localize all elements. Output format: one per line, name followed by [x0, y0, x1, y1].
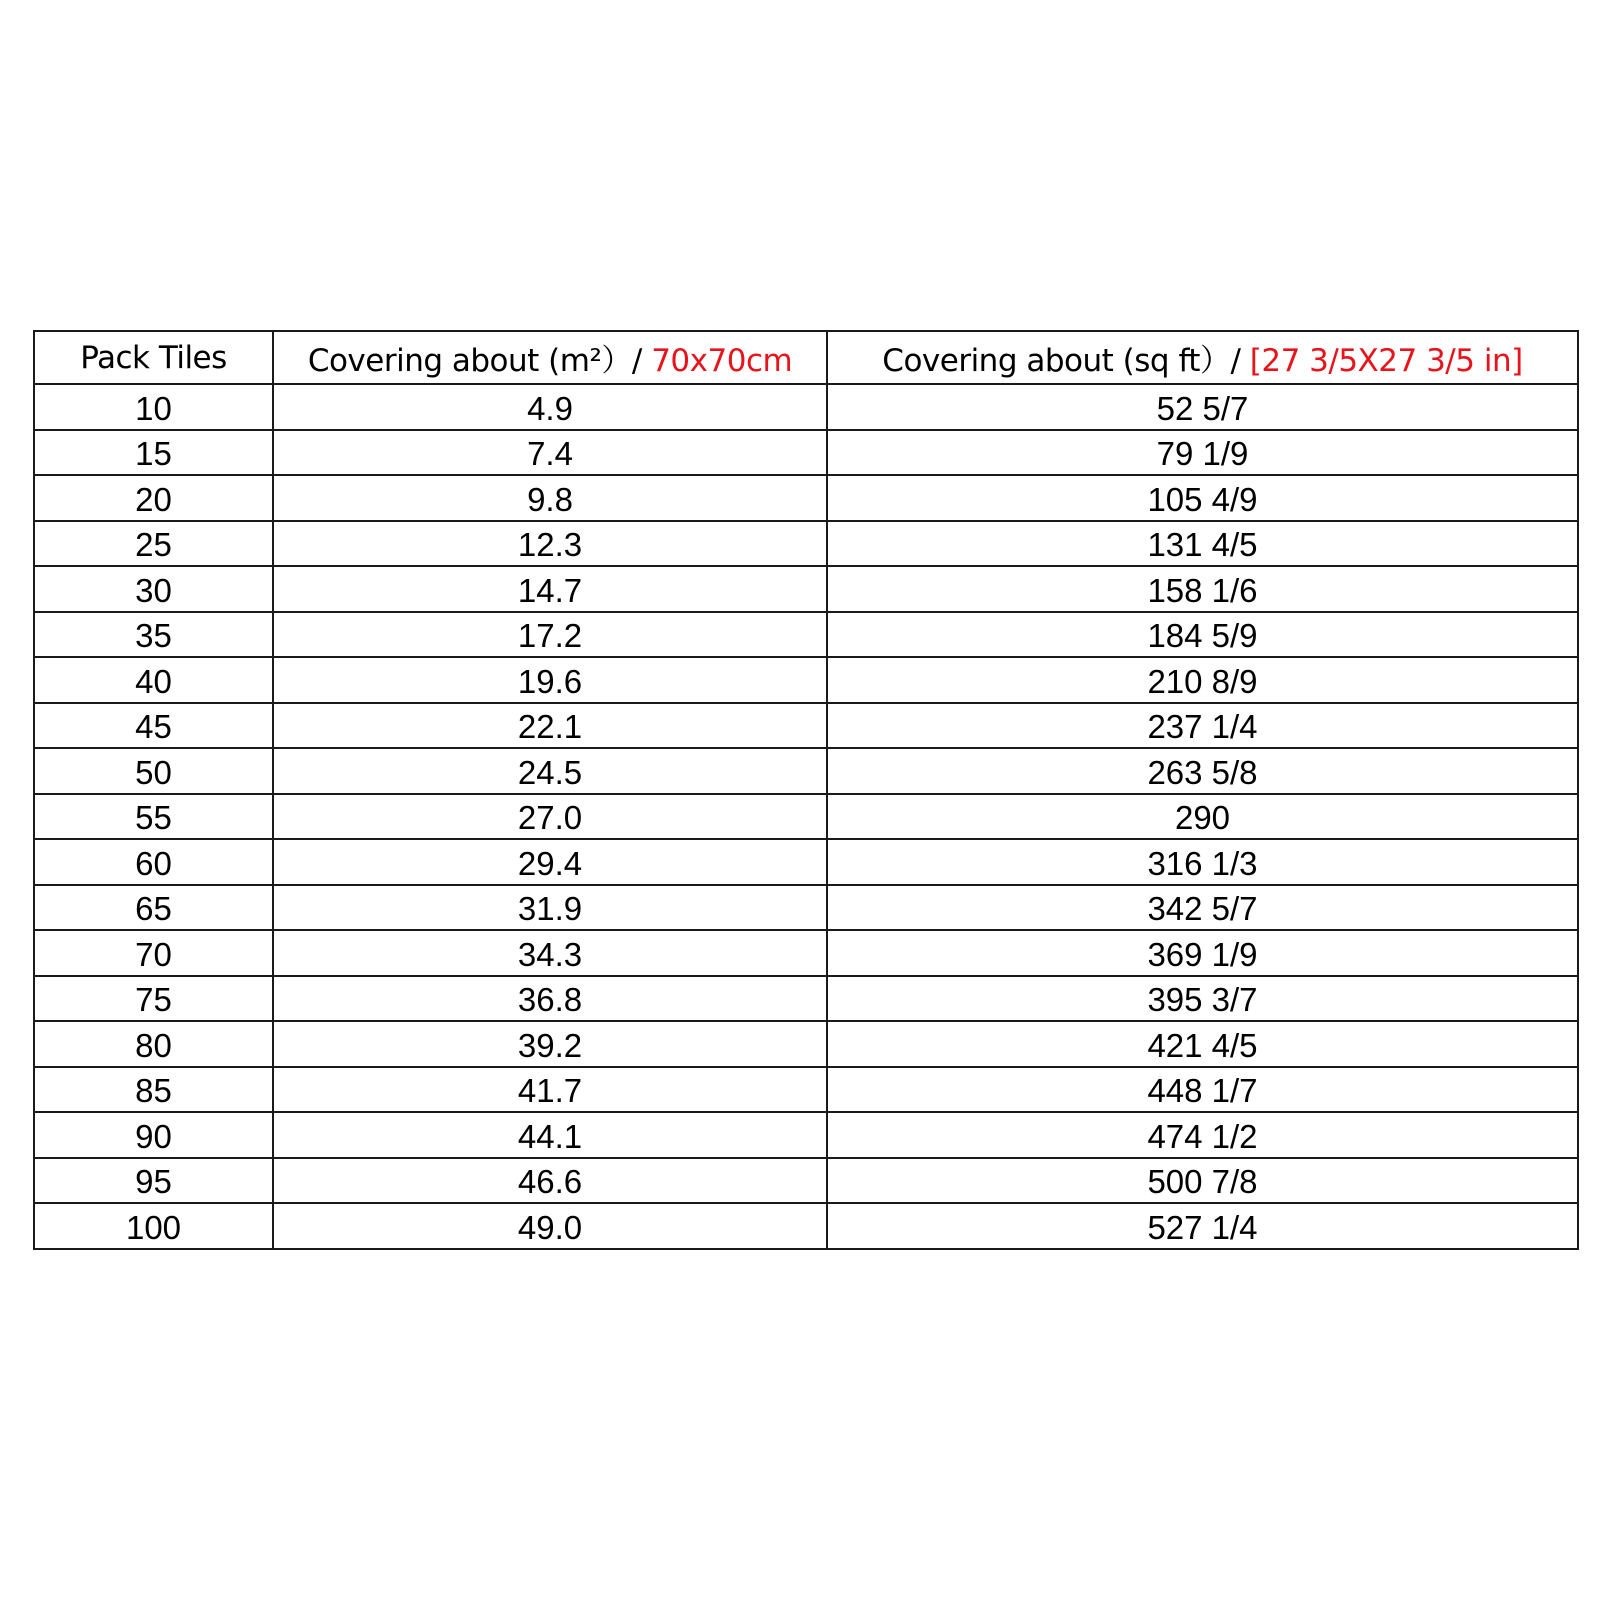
table-row — [34, 521, 1578, 567]
pack-tiles-cell: 35 — [34, 612, 273, 658]
table-row — [34, 930, 1578, 976]
header-row — [34, 331, 1578, 384]
covering-m2-cell: 27.0 — [273, 794, 827, 840]
covering-sqft-cell: 395 3/7 — [827, 976, 1578, 1022]
pack-tiles-cell: 20 — [34, 475, 273, 521]
pack-tiles-cell: 30 — [34, 566, 273, 612]
pack-tiles-cell: 10 — [34, 384, 273, 430]
table-row — [34, 475, 1578, 521]
covering-m2-cell: 31.9 — [273, 885, 827, 931]
covering-sqft-cell: 184 5/9 — [827, 612, 1578, 658]
covering-sqft-cell: 421 4/5 — [827, 1021, 1578, 1067]
pack-tiles-cell: 45 — [34, 703, 273, 749]
pack-tiles-cell: 25 — [34, 521, 273, 567]
header-pack-tiles-label: Pack Tiles — [80, 339, 227, 376]
pack-tiles-cell: 15 — [34, 430, 273, 476]
table-row — [34, 657, 1578, 703]
table-row — [34, 384, 1578, 430]
table-row — [34, 976, 1578, 1022]
table-row — [34, 794, 1578, 840]
table-row — [34, 839, 1578, 885]
table-row — [34, 566, 1578, 612]
header-covering-sqft-size: [27 3/5X27 3/5 in] — [1249, 343, 1523, 379]
covering-m2-cell: 29.4 — [273, 839, 827, 885]
covering-m2-cell: 22.1 — [273, 703, 827, 749]
covering-sqft-cell: 500 7/8 — [827, 1158, 1578, 1204]
pack-tiles-cell: 95 — [34, 1158, 273, 1204]
table-header — [34, 331, 1578, 384]
covering-sqft-cell: 316 1/3 — [827, 839, 1578, 885]
covering-sqft-cell: 263 5/8 — [827, 748, 1578, 794]
covering-sqft-cell: 237 1/4 — [827, 703, 1578, 749]
covering-sqft-cell: 474 1/2 — [827, 1112, 1578, 1158]
covering-m2-cell: 34.3 — [273, 930, 827, 976]
table-row — [34, 1203, 1578, 1249]
covering-sqft-cell: 158 1/6 — [827, 566, 1578, 612]
header-covering-m2-label: Covering about (m²）/ — [307, 343, 652, 379]
table-row — [34, 612, 1578, 658]
coverage-table — [33, 330, 1579, 1250]
table-row — [34, 1112, 1578, 1158]
covering-m2-cell: 49.0 — [273, 1203, 827, 1249]
covering-sqft-cell: 79 1/9 — [827, 430, 1578, 476]
covering-sqft-cell: 448 1/7 — [827, 1067, 1578, 1113]
covering-m2-cell: 9.8 — [273, 475, 827, 521]
covering-sqft-cell: 131 4/5 — [827, 521, 1578, 567]
header-pack-tiles — [34, 331, 273, 384]
pack-tiles-cell: 50 — [34, 748, 273, 794]
table-row — [34, 703, 1578, 749]
covering-sqft-cell: 342 5/7 — [827, 885, 1578, 931]
covering-m2-cell: 7.4 — [273, 430, 827, 476]
covering-sqft-cell: 210 8/9 — [827, 657, 1578, 703]
covering-m2-cell: 24.5 — [273, 748, 827, 794]
table-row — [34, 1158, 1578, 1204]
pack-tiles-cell: 90 — [34, 1112, 273, 1158]
covering-sqft-cell: 105 4/9 — [827, 475, 1578, 521]
pack-tiles-cell: 75 — [34, 976, 273, 1022]
pack-tiles-cell: 85 — [34, 1067, 273, 1113]
covering-m2-cell: 17.2 — [273, 612, 827, 658]
covering-sqft-cell: 52 5/7 — [827, 384, 1578, 430]
covering-m2-cell: 14.7 — [273, 566, 827, 612]
header-covering-m2-size: 70x70cm — [651, 343, 793, 379]
covering-sqft-cell: 290 — [827, 794, 1578, 840]
covering-m2-cell: 19.6 — [273, 657, 827, 703]
covering-m2-cell: 4.9 — [273, 384, 827, 430]
covering-m2-cell: 39.2 — [273, 1021, 827, 1067]
covering-m2-cell: 36.8 — [273, 976, 827, 1022]
pack-tiles-cell: 40 — [34, 657, 273, 703]
pack-tiles-cell: 55 — [34, 794, 273, 840]
covering-m2-cell: 12.3 — [273, 521, 827, 567]
header-covering-m2 — [273, 331, 827, 384]
pack-tiles-cell: 60 — [34, 839, 273, 885]
table-row — [34, 1021, 1578, 1067]
covering-m2-cell: 44.1 — [273, 1112, 827, 1158]
covering-m2-cell: 41.7 — [273, 1067, 827, 1113]
table-row — [34, 1067, 1578, 1113]
pack-tiles-cell: 100 — [34, 1203, 273, 1249]
covering-sqft-cell: 527 1/4 — [827, 1203, 1578, 1249]
covering-sqft-cell: 369 1/9 — [827, 930, 1578, 976]
header-covering-sqft — [827, 331, 1578, 384]
pack-tiles-cell: 65 — [34, 885, 273, 931]
table-row — [34, 748, 1578, 794]
table-row — [34, 430, 1578, 476]
pack-tiles-cell: 70 — [34, 930, 273, 976]
pack-tiles-cell: 80 — [34, 1021, 273, 1067]
table-row — [34, 885, 1578, 931]
table-body — [34, 384, 1578, 1249]
covering-m2-cell: 46.6 — [273, 1158, 827, 1204]
header-covering-sqft-label: Covering about (sq ft）/ — [882, 343, 1250, 379]
